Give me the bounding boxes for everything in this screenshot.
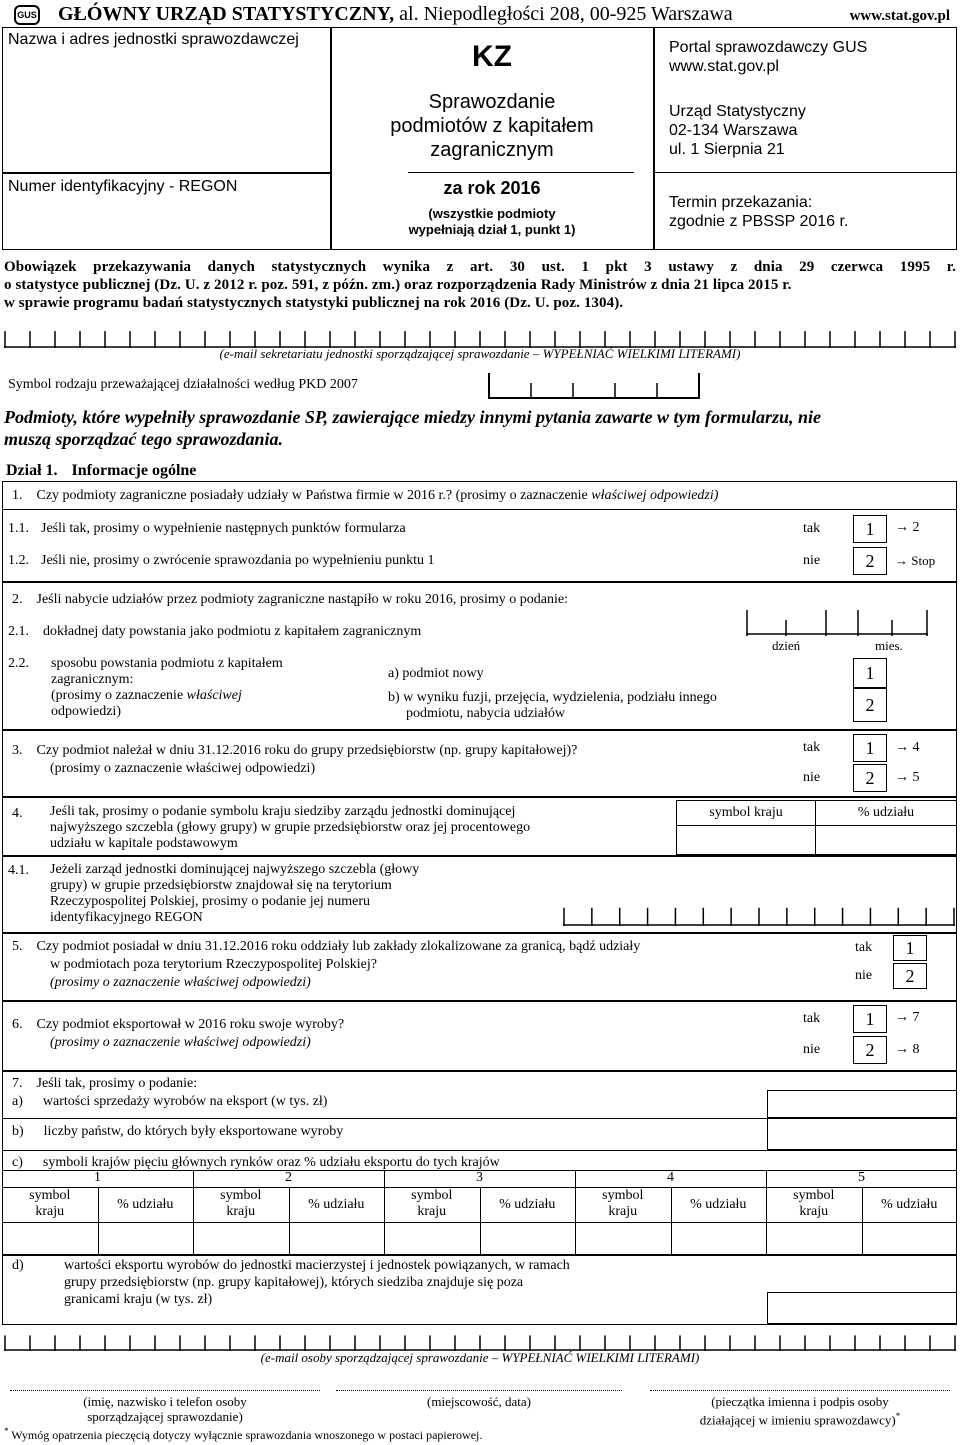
person-email-caption: (e-mail osoby sporządzającej sprawozdanie – WYPEŁNIAĆ WIELKIMI LITERAMI) bbox=[260, 1350, 700, 1365]
entity-name-field[interactable] bbox=[8, 52, 326, 168]
column-divider bbox=[862, 1187, 863, 1254]
q3-yes: tak bbox=[803, 740, 821, 755]
q7d-text: wartości eksportu wyrobów do jednostki macierzystej i jednostek powiązanych, w ramach grupy przedsiębiorstw (np. grupy kapitałowej), których siedziba znajduje się poza granicami kraju (w tys. zł) bbox=[64, 1258, 570, 1307]
month-label: mies. bbox=[875, 638, 903, 653]
q7-text: 7. Jeśli tak, prosimy o podanie: bbox=[12, 1076, 198, 1091]
q7a-text: a) wartości sprzedaży wyrobów na eksport (w tys. zł) bbox=[12, 1094, 328, 1109]
q3-no-code[interactable]: 2 bbox=[853, 764, 887, 792]
pkd-label: Symbol rodzaju przeważającej działalności według PKD 2007 bbox=[8, 377, 358, 392]
form-title: Sprawozdanie podmiotów z kapitałem zagranicznym bbox=[390, 91, 594, 161]
market-share-input[interactable] bbox=[862, 1223, 958, 1254]
market-symbol-header: symbol kraju bbox=[29, 1188, 71, 1219]
column-divider bbox=[575, 1170, 576, 1254]
q11-code-box[interactable]: 1 bbox=[853, 515, 887, 543]
q7a-input[interactable] bbox=[767, 1090, 957, 1118]
q6-no: nie bbox=[803, 1042, 821, 1057]
q2-text: 2. Jeśli nabycie udziałów przez podmioty zagraniczne nastąpiło w roku 2016, prosimy o podanie: bbox=[12, 592, 568, 607]
column-divider bbox=[480, 1187, 481, 1254]
institution-name: GŁÓWNY URZĄD STATYSTYCZNY, bbox=[58, 3, 395, 25]
q3-text: 3. Czy podmiot należał w dniu 31.12.2016 roku do grupy przedsiębiorstw (np. grupy kapitałowej)? (prosimy o zaznaczenie właściwej odpowiedzi) bbox=[12, 743, 578, 776]
market-share-input[interactable] bbox=[671, 1223, 767, 1254]
q7d-input[interactable] bbox=[767, 1292, 957, 1324]
q5-no-code[interactable]: 2 bbox=[893, 963, 927, 989]
q6-no-code[interactable]: 2 bbox=[853, 1036, 887, 1064]
q22-option-b: b) w wyniku fuzji, przejęcia, wydzielenia, podziału innego podmiotu, nabycia udziałów bbox=[388, 690, 717, 721]
column-divider bbox=[766, 1170, 767, 1254]
market-number: 5 bbox=[858, 1170, 865, 1185]
q6-no-goto: → 8 bbox=[895, 1042, 920, 1057]
header-website: www.stat.gov.pl bbox=[849, 8, 950, 24]
q22-option-a: a) podmiot nowy bbox=[388, 666, 484, 681]
q3-no-goto: → 5 bbox=[895, 770, 920, 785]
q12-code-box[interactable]: 2 bbox=[853, 547, 887, 575]
market-share-header: % udziału bbox=[117, 1197, 174, 1212]
q5-no: nie bbox=[855, 968, 873, 983]
sp-notice: Podmioty, które wypełniły sprawozdanie SP, zawierające miedzy innymi pytania zawarte w tym formularzu, nie muszą sporządzać tego sprawozdania. bbox=[4, 407, 822, 449]
market-symbol-header: symbol kraju bbox=[220, 1188, 262, 1219]
q6-text: 6. Czy podmiot eksportował w 2016 roku swoje wyroby? (prosimy o zaznaczenie właściwej odpowiedzi) bbox=[12, 1017, 345, 1050]
q4-col-share: % udziału bbox=[815, 800, 957, 826]
q6-yes-goto: → 7 bbox=[895, 1010, 920, 1025]
q41-regon-comb[interactable] bbox=[563, 898, 955, 926]
market-share-header: % udziału bbox=[881, 1197, 938, 1212]
q4-text: Jeśli tak, prosimy o podanie symbolu kraju siedziby zarządu jednostki dominującej najwyższego szczebla (głowy grupy) w grupie przedsiębiorstw oraz jej procentowego udziału w kapitale podstawowym bbox=[50, 804, 531, 851]
q4-country-input[interactable] bbox=[676, 825, 816, 855]
column-divider bbox=[671, 1187, 672, 1254]
entity-name-label: Nazwa i adres jednostki sprawozdawczej bbox=[8, 31, 299, 48]
legal-basis: Obowiązek przekazywania danych statystycznych wynika z art. 30 ust. 1 pkt 3 ustawy z dnia 29 czerwca 1995 r. o statystyce publicznej (Dz. U. z 2012 r. poz. 591, z późn. zm.) oraz rozporządzenia Rady Ministrów z dnia 21 lipca 2015 r. w sprawie programu badań statystycznych statystyki publicznej na rok 2016 (Dz. U. poz. 1304). bbox=[4, 259, 956, 311]
q4-share-input[interactable] bbox=[815, 825, 957, 855]
market-symbol-input[interactable] bbox=[766, 1223, 862, 1254]
q7c-text: c) symboli krajów pięciu głównych rynków oraz % udziału eksportu do tych krajów bbox=[12, 1155, 500, 1170]
q3-no: nie bbox=[803, 770, 821, 785]
q11-answer: tak bbox=[803, 521, 821, 536]
q12-goto: → Stop bbox=[895, 553, 936, 568]
market-symbol-input[interactable] bbox=[575, 1223, 671, 1254]
q12-answer: nie bbox=[803, 553, 821, 568]
market-share-input[interactable] bbox=[98, 1223, 194, 1254]
regon-field[interactable] bbox=[8, 198, 326, 246]
market-symbol-input[interactable] bbox=[193, 1223, 289, 1254]
market-share-header: % udziału bbox=[308, 1197, 365, 1212]
form-code: KZ bbox=[472, 40, 512, 73]
market-symbol-header: symbol kraju bbox=[602, 1188, 644, 1219]
sig2-line[interactable] bbox=[336, 1390, 622, 1391]
day-label: dzień bbox=[772, 638, 801, 653]
sig2-caption: (miejscowość, data) bbox=[427, 1394, 531, 1409]
q1-text: 1. Czy podmioty zagraniczne posiadały udziały w Państwa firmie w 2016 r.? (prosimy o zaznaczenie właściwej odpowiedzi) bbox=[12, 488, 719, 503]
market-share-header: % udziału bbox=[499, 1197, 556, 1212]
column-divider bbox=[384, 1170, 385, 1254]
report-year: za rok 2016 bbox=[443, 178, 541, 198]
q41-text: Jeżeli zarząd jednostki dominującej najwyższego szczebla (głowy grupy) w grupie przedsiębiorstw znajdował się na terytorium Rzeczypospolitej Polskiej, prosimy o podanie jej numeru identyfikacyjnego REGON bbox=[50, 862, 420, 925]
market-number: 1 bbox=[94, 1170, 101, 1185]
office-info: Urząd Statystyczny 02-134 Warszawa ul. 1 Sierpnia 21 bbox=[669, 103, 806, 158]
market-number: 3 bbox=[476, 1170, 483, 1185]
q5-yes-code[interactable]: 1 bbox=[893, 935, 927, 961]
regon-label: Numer identyfikacyjny - REGON bbox=[8, 178, 238, 195]
email-comb[interactable] bbox=[4, 322, 956, 348]
deadline-info: Termin przekazania: zgodnie z PBSSP 2016 r. bbox=[669, 194, 849, 230]
market-share-input[interactable] bbox=[480, 1223, 576, 1254]
sig3-caption: (pieczątka imienna i podpis osoby działającej w imieniu sprawozdawcy)* bbox=[699, 1394, 901, 1428]
header-institution bbox=[58, 3, 733, 26]
q22-code-b[interactable]: 2 bbox=[853, 688, 887, 722]
q7b-input[interactable] bbox=[767, 1118, 957, 1150]
q7d-label: d) bbox=[12, 1258, 24, 1273]
market-number: 2 bbox=[285, 1170, 292, 1185]
q22-text: sposobu powstania podmiotu z kapitałem zagranicznym: (prosimy o zaznaczenie właściwej odpowiedzi) bbox=[51, 656, 283, 719]
arrow-right-icon: → bbox=[895, 1010, 909, 1025]
market-number: 4 bbox=[667, 1170, 674, 1185]
market-symbol-input[interactable] bbox=[384, 1223, 480, 1254]
arrow-right-icon: → bbox=[895, 553, 908, 568]
q6-yes-code[interactable]: 1 bbox=[853, 1005, 887, 1033]
market-symbol-input[interactable] bbox=[2, 1223, 98, 1254]
q22-num: 2.2. bbox=[8, 656, 29, 671]
footnote: * Wymóg opatrzenia pieczęcią dotyczy wyłącznie sprawozdania wnoszonego w postaci papierowej. bbox=[4, 1426, 483, 1442]
market-symbol-header: symbol kraju bbox=[411, 1188, 453, 1219]
q7c-markets-table bbox=[2, 1170, 957, 1254]
section-heading: Dział 1. Informacje ogólne bbox=[6, 462, 197, 479]
gus-logo bbox=[14, 5, 40, 25]
q11-goto: → 2 bbox=[895, 520, 920, 535]
sig1-caption: (imię, nazwisko i telefon osoby sporządzającej sprawozdanie) bbox=[83, 1394, 247, 1424]
market-symbol-header: symbol kraju bbox=[793, 1188, 835, 1219]
arrow-right-icon: → bbox=[895, 520, 909, 535]
arrow-right-icon: → bbox=[895, 740, 909, 755]
q7b-text: b) liczby państw, do których były eksportowane wyroby bbox=[12, 1124, 344, 1139]
arrow-right-icon: → bbox=[895, 770, 909, 785]
date-field[interactable] bbox=[746, 610, 928, 636]
q4-col-country: symbol kraju bbox=[676, 800, 816, 826]
portal-info: Portal sprawozdawczy GUS www.stat.gov.pl bbox=[669, 39, 868, 75]
q41-num: 4.1. bbox=[8, 863, 29, 878]
column-divider bbox=[289, 1187, 290, 1254]
q12-text: 1.2. Jeśli nie, prosimy o zwrócenie sprawozdania po wypełnieniu punktu 1 bbox=[8, 553, 435, 568]
scope-note: (wszystkie podmioty wypełniają dział 1, punkt 1) bbox=[408, 206, 576, 237]
arrow-right-icon: → bbox=[895, 1042, 909, 1057]
logo-text: GUS bbox=[17, 10, 37, 20]
q5-text: 5. Czy podmiot posiadał w dniu 31.12.2016 roku oddziały lub zakłady zlokalizowane za granicą, bądź udziały w podmiotach poza terytorium Rzeczypospolitej Polskiej? (prosimy o zaznaczenie właściwej odpowiedzi) bbox=[12, 939, 641, 990]
column-divider bbox=[193, 1170, 194, 1254]
q11-text: 1.1. Jeśli tak, prosimy o wypełnienie następnych punktów formularza bbox=[8, 521, 406, 536]
q5-yes: tak bbox=[855, 940, 873, 955]
q22-code-a[interactable]: 1 bbox=[853, 658, 887, 688]
q21-text: 2.1. dokładnej daty powstania jako podmiotu z kapitałem zagranicznym bbox=[8, 624, 422, 639]
q3-yes-goto: → 4 bbox=[895, 740, 920, 755]
pkd-field[interactable] bbox=[488, 373, 700, 399]
q3-yes-code[interactable]: 1 bbox=[853, 734, 887, 762]
column-divider bbox=[98, 1187, 99, 1254]
person-email-comb[interactable] bbox=[4, 1327, 956, 1351]
market-share-input[interactable] bbox=[289, 1223, 385, 1254]
market-share-header: % udziału bbox=[690, 1197, 747, 1212]
sig1-line[interactable] bbox=[10, 1390, 320, 1391]
email-caption: (e-mail sekretariatu jednostki sporządzającej sprawozdanie – WYPEŁNIAĆ WIELKIMI LITERAMI) bbox=[219, 346, 741, 361]
sig3-line[interactable] bbox=[650, 1390, 950, 1391]
q6-yes: tak bbox=[803, 1011, 821, 1026]
q4-num: 4. bbox=[12, 806, 23, 821]
institution-address: al. Niepodległości 208, 00-925 Warszawa bbox=[394, 3, 733, 25]
